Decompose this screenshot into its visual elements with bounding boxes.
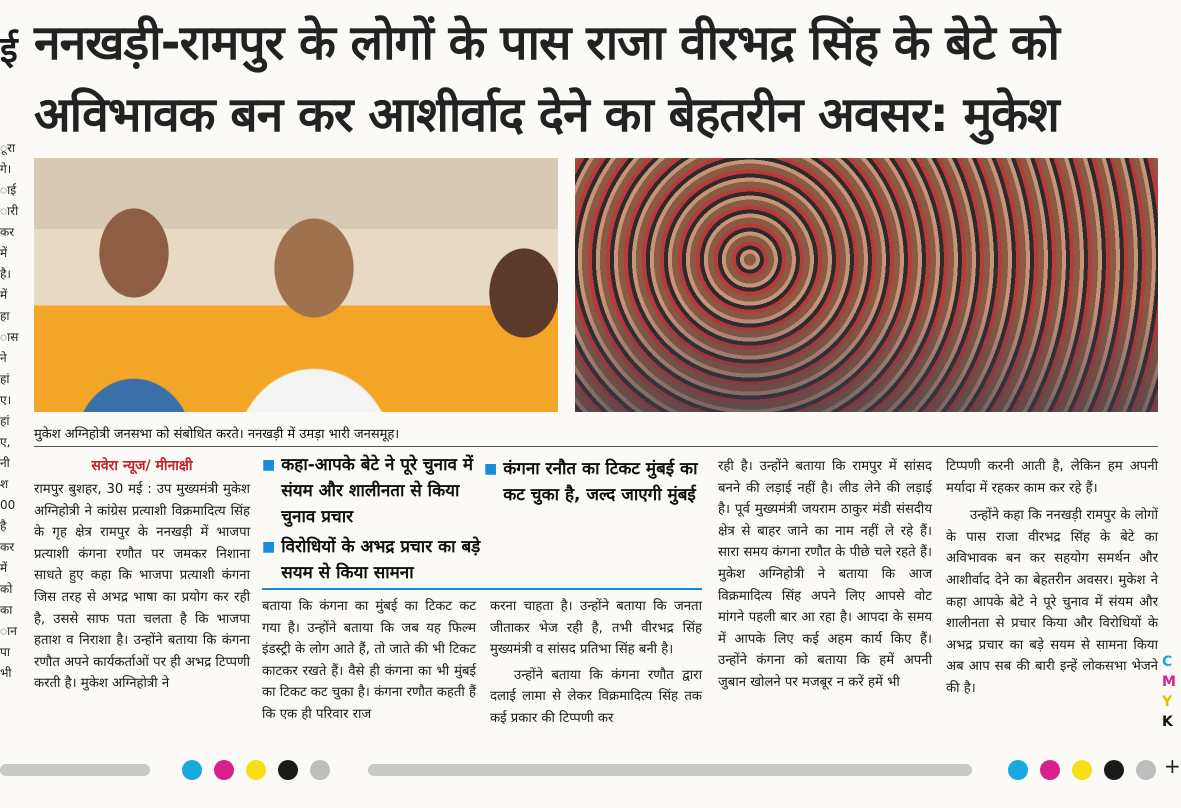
highlight-item: [262, 534, 484, 586]
highlight-text: विरोधियों के अभद्र प्रचार का बड़े सयम से किया सामना: [281, 537, 481, 583]
edge-fragment: है।: [0, 267, 11, 281]
headline-line-2: अविभावक बन कर आशीर्वाद देने का बेहतरीन अवसर: मुकेश: [34, 87, 1059, 143]
column-1-text: रामपुर बुशहर, 30 मई : उप मुख्यमंत्री मुकेश अग्निहोत्री ने कांग्रेस प्रत्याशी विक्रमादित्य सिंह के गृह क्षेत्र रामपुर के ननखड़ी में भाजपा प्रत्याशी कंगना रणौत पर जमकर निशाना साधते हुए कहा कि भाजपा प्रत्याशी कंगना जिस तरह से अभद्र भाषा का प्रयोग कर रही है, उससे साफ पता चलता है कि भाजपा हताश व निराशा है। उन्होंने बताया कि कंगना रणौत अपने कार्यकर्ताओं पर ही अभद्र टिप्पणी करती है। मुकेश अग्निहोत्री ने: [34, 482, 250, 692]
rally-speech-photo: [34, 158, 558, 412]
registration-dot-gray: [310, 760, 330, 780]
column-3-text: करना चाहता है। उन्होंने बताया कि जनता जीताकर भेज रही है, तभी वीरभद्र सिंह मुख्यमंत्री व सांसद प्रतिभा सिंह बनी है।: [490, 599, 702, 658]
edge-fragment: 00: [0, 498, 16, 512]
byline: सवेरा न्यूज/ मीनाक्षी: [91, 458, 193, 474]
highlight-text: कंगना रनौत का टिकट मुंबई का कट चुका है, जल्द जाएगी मुंबई: [503, 459, 698, 505]
highlight-item: [484, 456, 704, 508]
adjacent-story-fragments: [0, 138, 22, 738]
highlight-text: कहा-आपके बेटे ने पूरे चुनाव में संयम और शालीनता से किया चुनाव प्रचार: [281, 455, 474, 527]
registration-dot-black: [1104, 760, 1124, 780]
bullet-square-icon: ■: [262, 457, 276, 473]
registration-bar-left: [0, 764, 150, 776]
registration-dot-cyan: [1008, 760, 1028, 780]
edge-fragment: को: [0, 582, 13, 596]
edge-fragment: में: [0, 561, 8, 575]
edge-fragment: ए।: [0, 393, 12, 407]
highlights-box-left: [262, 452, 484, 586]
edge-fragment: गे।: [0, 162, 12, 176]
article-column-3: [490, 596, 702, 730]
registration-dot-cyan: [182, 760, 202, 780]
article-column-1: [34, 456, 250, 695]
registration-dot-yellow: [246, 760, 266, 780]
edge-fragment: ूरा: [0, 141, 16, 155]
crowd-photo: [575, 158, 1158, 412]
photo-caption: मुकेश अग्निहोत्री जनसभा को संबोधित करते। ननखड़ी में उमड़ा भारी जनसमूह।: [34, 427, 400, 442]
column-5-text-continued: उन्होंने कहा कि ननखड़ी रामपुर के लोगों के पास राजा वीरभद्र सिंह के बेटे का अविभावक बन कर सहयोग समर्थन और आशीर्वाद देने का बेहतरीन अवसर। मुकेश ने कहा आपके बेटे ने पूरे चुनाव में संयम और शालीनता से प्रचार किया और विरोधियों के अभद्र प्रचार का बड़े सयम से सामना किया अब आप सब की बारी इन्हें लोकसभा भेजने की है।: [946, 508, 1158, 696]
edge-fragment: का: [0, 603, 13, 617]
article-column-4: रही है। उन्होंने बताया कि रामपुर में सांसद बनने की लड़ाई नहीं है। लीड लेने की लड़ाई है। पूर्व मुख्यमंत्री जयराम ठाकुर मंडी संसदीय क्षेत्र से बाहर जाने का नाम नहीं ले रहे हैं। सारा समय कंगना रणौत के पीछे चले रहते हैं। मुकेश अग्निहोत्री ने बताया कि आज विक्रमादित्य सिंह अपने लिए आपसे वोट मांगने पहली बार आ रहा है। आपदा के समय में आपके लिए कई अहम कार्य किए हैं। उन्होंने कंगना को बताया कि हमें अपनी जुबान खोलने पर मजबूर न करें हमें भी: [718, 459, 932, 690]
article-column-2: बताया कि कंगना का मुंबई का टिकट कट गया है। उन्होंने बताया कि जब यह फिल्म इंडस्ट्री के लोग आते हैं, तो जाते की भी टिकट काटकर रखते हैं। वैसे ही कंगना का भी मुंबई का टिकट कट चुका है। कंगना रणौत कहती हैं कि एक ही परिवार राज: [262, 599, 476, 722]
edge-fragment: ारी: [0, 204, 19, 218]
edge-fragment: ान: [0, 624, 17, 638]
edge-fragment: है: [0, 519, 7, 533]
headline-line-1: ननखड़ी-रामपुर के लोगों के पास राजा वीरभद्र सिंह के बेटे को: [34, 15, 1059, 71]
edge-fragment: ाई: [0, 183, 17, 197]
edge-fragment: भी: [0, 666, 12, 680]
edge-fragment: हां: [0, 372, 10, 386]
edge-fragment: पा: [0, 645, 10, 659]
registration-cross-icon: +: [1164, 754, 1181, 778]
registration-dot-magenta: [1040, 760, 1060, 780]
edge-fragment: श: [0, 477, 9, 491]
registration-dot-magenta: [214, 760, 234, 780]
edge-fragment: कर: [0, 540, 15, 554]
registration-dot-gray: [1136, 760, 1156, 780]
edge-fragment: ए,: [0, 435, 11, 449]
registration-dot-black: [278, 760, 298, 780]
edge-fragment: में: [0, 246, 8, 260]
registration-bar-center: [368, 764, 972, 776]
edge-fragment: हा: [0, 309, 10, 323]
cmyk-letter-m: M: [1162, 674, 1176, 690]
highlights-box-right: [484, 452, 704, 508]
edge-fragment: कर: [0, 225, 15, 239]
column-3-text-continued: उन्होंने बताया कि कंगना रणौत द्वारा दलाई लामा से लेकर विक्रमादित्य सिंह तक कई प्रकार की टिप्पणी कर: [490, 667, 702, 726]
column-5-text: टिप्पणी करनी आती है, लेकिन हम अपनी मर्यादा में रहकर काम कर रहे हैं।: [946, 459, 1158, 496]
registration-dot-yellow: [1072, 760, 1092, 780]
bullet-square-icon: ■: [484, 461, 498, 477]
caption-divider: [34, 446, 1158, 447]
edge-fragment: नी: [0, 456, 10, 470]
bullet-square-icon: ■: [262, 539, 276, 555]
edge-fragment: हां: [0, 414, 10, 428]
edge-fragment: ने: [0, 351, 7, 365]
cmyk-letter-c: C: [1162, 654, 1173, 670]
cmyk-letter-k: K: [1162, 714, 1173, 730]
edge-fragment: में: [0, 288, 8, 302]
edge-fragment: ास: [0, 330, 19, 344]
edge-mark: ई: [0, 30, 18, 71]
highlight-item: [262, 452, 484, 530]
article-column-5: [946, 456, 1158, 700]
highlights-divider: [262, 588, 702, 590]
cmyk-letter-y: Y: [1162, 694, 1173, 710]
